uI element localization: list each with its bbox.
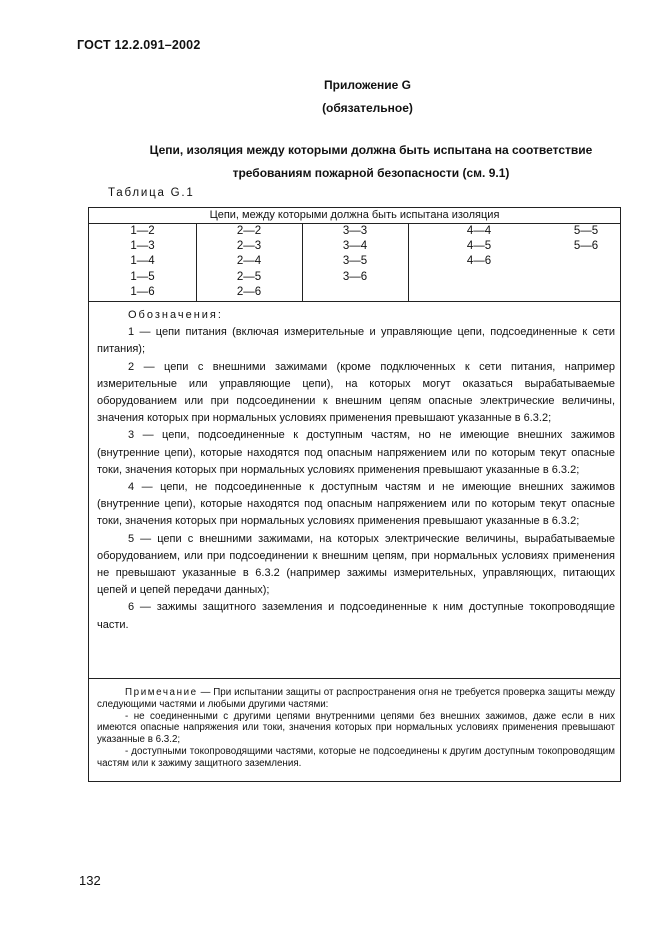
circuit-pair: 1—2	[130, 225, 155, 237]
circuit-pair: 5—5	[573, 225, 599, 237]
circuit-pair: 1—4	[130, 255, 155, 268]
document-code: ГОСТ 12.2.091–2002	[77, 38, 201, 52]
circuit-pair: 4—4	[466, 225, 492, 237]
circuit-pair: 3—3	[342, 225, 368, 237]
circuit-pair: 2—6	[236, 285, 262, 298]
circuit-pair: 2—5	[236, 270, 262, 283]
pairs-column-5	[529, 224, 643, 301]
designation-item: 5 — цепи с внешними зажимами, на которых электрические величины, вырабатываемые оборудованием, или при подсоединении к внешним цепям, при нормальных условиях применения не превышают указанные в 6.3.2 (например зажимы измерительных, управляющих, питающих цепей и цепей передачи данных);	[97, 532, 615, 597]
pairs-column-1	[89, 224, 196, 301]
circuit-pair: 1—6	[130, 285, 155, 298]
circuit-pair: 3—4	[342, 240, 368, 253]
footnote-intro-paragraph	[97, 687, 615, 711]
footnote-item: - доступными токопроводящими частями, которые не подсоединены к другим доступным токопроводящим частям или к зажиму защитного заземления.	[97, 745, 615, 769]
circuit-pair: 1—5	[130, 270, 155, 283]
pairs-column-3	[302, 224, 408, 301]
circuit-pair: 2—4	[236, 255, 262, 268]
circuit-pair: 4—5	[466, 240, 492, 253]
circuit-pair: 2—3	[236, 240, 262, 253]
circuits-table	[88, 207, 621, 782]
appendix-status: (обязательное)	[322, 101, 413, 115]
designation-item: 2 — цепи с внешними зажимами (кроме подключенных к сети питания, например измерительные или управляющие цепи), на которых могут оказаться вырабатываемые оборудованием или при подсоединении к внешним цепям опасные электрические величины, значения которых при нормальных условиях применения превышают указанные в 6.3.2;	[97, 360, 615, 425]
pairs-column-2	[196, 224, 302, 301]
designation-item: 4 — цепи, не подсоединенные к доступным частям и не имеющие внешних зажимов (внутренние цепи), которые находятся под опасным напряжением или по которым текут опасные токи, значения которых при нормальных условиях применения превышают указанные в 6.3.2;	[97, 481, 615, 528]
footnote-label: Примечание	[125, 687, 198, 698]
designations-title: Обозначения:	[128, 309, 223, 321]
row-divider	[89, 301, 620, 302]
row-divider	[89, 678, 620, 679]
section-heading-line-1: Цепи, изоляция между которыми должна быть испытана на соответствие	[149, 143, 593, 157]
designation-item: 6 — зажимы защитного заземления и подсоединенные к ним доступные токопроводящие части.	[97, 601, 615, 631]
circuit-pair: 1—3	[130, 240, 155, 253]
circuit-pair: 3—5	[342, 255, 368, 268]
table-header: Цепи, между которыми должна быть испытана изоляция	[89, 208, 620, 224]
circuit-pair: 5—6	[573, 240, 599, 253]
section-heading-line-2: требованиям пожарной безопасности (см. 9.1)	[232, 166, 510, 180]
footnote-item: - не соединенными с другими цепями внутренними цепями без внешних зажимов, даже если в них имеются опасные напряжения или токи, значения которых при нормальных условиях применения превышают указанные в 6.3.2;	[97, 710, 615, 746]
table-footnote	[97, 687, 615, 770]
circuit-pair: 3—6	[342, 270, 368, 283]
footnote-intro: — При испытании защиты от распространения огня не требуется проверка защиты между следующими частями и любыми другими частями:	[97, 687, 615, 710]
appendix-title: Приложение G	[324, 78, 411, 92]
table-label: Таблица G.1	[108, 187, 195, 199]
circuit-pair: 4—6	[466, 255, 492, 268]
page-number: 132	[79, 873, 101, 888]
designation-item: 3 — цепи, подсоединенные к доступным частям, но не имеющие внешних зажимов (внутренние цепи), которые находятся под опасным напряжением или по которым текут опасные токи, значения которых при нормальных условиях применения превышают указанные в 6.3.2;	[97, 429, 615, 476]
circuit-pair: 2—2	[236, 225, 262, 237]
designations-block	[97, 307, 615, 634]
designation-item: 1 — цепи питания (включая измерительные и управляющие цепи, подсоединенные к сети питания);	[97, 326, 615, 356]
